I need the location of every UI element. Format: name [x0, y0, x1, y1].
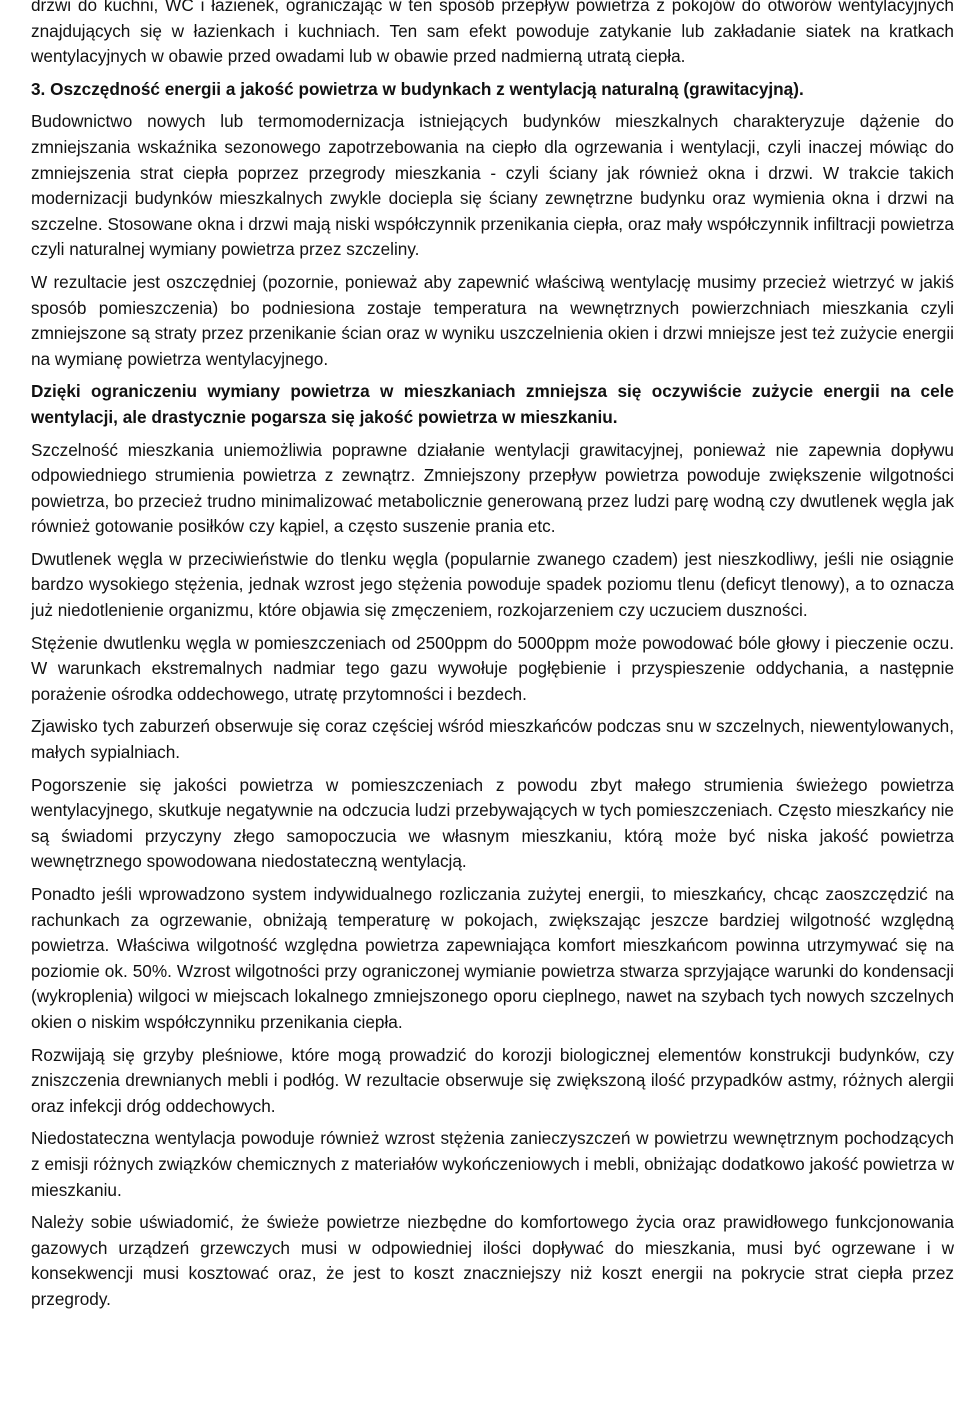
paragraph-4: Szczelność mieszkania uniemożliwia poprawne działanie wentylacji grawitacyjnej, ponieważ nie zapewnia dopływu odpowiedniego strumienia powietrza z zewnątrz. Zmniejszony przepływ powietrza powoduje zwiększenie wilgotności powietrza, bo przecież trudno minimalizować metabolicznie generowaną przez ludzi parę wodną czy dwutlenek węgla jak również gotowanie posiłków czy kąpiel, a często suszenie prania etc. — [31, 439, 954, 537]
paragraph-8: Pogorszenie się jakości powietrza w pomieszczeniach z powodu zbyt małego strumienia świeżego powietrza wentylacyjnego, skutkuje negatywnie na odczucia ludzi przebywających w tych pomieszczeniach. Często mieszkańcy nie są świadomi przyczyny złego samopoczucia we własnym mieszkaniu, którą może być niska jakość powietrza wewnętrznego spowodowana niedostateczną wentylacją. — [31, 774, 954, 872]
paragraph-7: Zjawisko tych zaburzeń obserwuje się coraz częściej wśród mieszkańców podczas snu w szczelnych, niewentylowanych, małych sypialniach. — [31, 716, 954, 763]
paragraph-10: Rozwijają się grzyby pleśniowe, które mogą prowadzić do korozji biologicznej elementów konstrukcji budynków, czy zniszczenia drewnianych mebli i podłóg. W rezultacie obserwuje się zwiększoną ilość przypadków astmy, różnych alergii oraz infekcji dróg oddechowych. — [31, 1044, 954, 1116]
paragraph-3-emphasis: Dzięki ograniczeniu wymiany powietrza w mieszkaniach zmniejsza się oczywiście zużycie energii na cele wentylacji, ale drastycznie pogarsza się jakość powietrza w mieszkaniu. — [31, 381, 954, 427]
paragraph-9: Ponadto jeśli wprowadzono system indywidualnego rozliczania zużytej energii, to mieszkańcy, chcąc zaoszczędzić na rachunkach za ogrzewanie, obniżają temperaturę w pokojach, zwiększając jeszcze bardziej wilgotność względną powietrza. Właściwa wilgotność względna powietrza zapewniająca komfort mieszkańcom powinna utrzymywać się na poziomie ok. 50%. Wzrost wilgotności przy ograniczonej wymianie powietrza stwarza sprzyjające warunki do kondensacji (wykroplenia) wilgoci w miejscach lokalnego zmniejszonego oporu cieplnego, nawet na szybach tych nowych szczelnych okien o niskim współczynniku przenikania ciepła. — [31, 884, 954, 1032]
paragraph-11: Niedostateczna wentylacja powoduje również wzrost stężenia zanieczyszczeń w powietrzu wewnętrznym pochodzących z emisji różnych związków chemicznych z materiałów wykończeniowych i mebli, obniżając dodatkowo jakość powietrza w mieszkaniu. — [31, 1128, 954, 1200]
paragraph-2: W rezultacie jest oszczędniej (pozornie, ponieważ aby zapewnić właściwą wentylację musimy przecież wietrzyć w jakiś sposób pomieszczenia) bo podniesiona zostaje temperatura na wewnętrznych powierzchniach mieszkania czyli zmniejszone są straty przez przenikanie ścian oraz w wyniku uszczelnienia okien i drzwi mniejsze jest też zużycie energii na wymianę powietrza wentylacyjnego. — [31, 271, 954, 369]
paragraph-1: Budownictwo nowych lub termomodernizacja istniejących budynków mieszkalnych charakteryzuje dążenie do zmniejszania wskaźnika sezonowego zapotrzebowania na ciepło dla ogrzewania i wentylacji, czyli inaczej mówiąc do zmniejszenia strat ciepła poprzez przegrody mieszkania - czyli ściany jak również okna i drzwi. W trakcie takich modernizacji budynków mieszkalnych zwykle docieplа się ściany zewnętrzne budynku oraz wymienia okna i drzwi na szczelne. Stosowane okna i drzwi mają niski współczynnik przenikania ciepła, oraz mały współczynnik infiltracji powietrza czyli naturalnej wymiany powietrza przez szczeliny. — [31, 111, 954, 260]
intro-paragraph: drzwi do kuchni, WC i łazienek, ograniczając w ten sposób przepływ powietrza z pokojów do otworów wentylacyjnych znajdujących się w łazienkach i kuchniach. Ten sam efekt powoduje zatykanie lub zakładanie siatek na kratkach wentylacyjnych w obawie przed owadami lub w obawie przed nadmierną utratą ciepła. — [31, 0, 954, 67]
paragraph-6: Stężenie dwutlenku węgla w pomieszczeniach od 2500ppm do 5000ppm może powodować bóle głowy i pieczenie oczu. W warunkach ekstremalnych nadmiar tego gazu wywołuje pogłębienie i przyspieszenie oddychania, a następnie porażenie ośrodka oddechowego, utratę przytomności i bezdech. — [31, 632, 954, 704]
section-heading: 3. Oszczędność energii a jakość powietrza w budynkach z wentylacją naturalną (grawitacyjną). — [31, 78, 804, 99]
paragraph-12: Należy sobie uświadomić, że świeże powietrze niezbędne do komfortowego życia oraz prawidłowego funkcjonowania gazowych urządzeń grzewczych musi w odpowiedniej ilości dopływać do mieszkania, musi być ogrzewane i w konsekwencji musi kosztować oraz, że jest to koszt znaczniejszy niż koszt energii na pokrycie strat ciepła przez przegrody. — [31, 1212, 954, 1309]
paragraph-5: Dwutlenek węgla w przeciwieństwie do tlenku węgla (popularnie zwanego czadem) jest nieszkodliwy, jeśli nie osiągnie bardzo wysokiego stężenia, jednak wzrost jego stężenia powoduje spadek poziomu tlenu (deficyt tlenowy), a to oznacza już niedotlenienie organizmu, które objawia się zmęczeniem, rozkojarzeniem czy uczuciem duszności. — [31, 548, 954, 621]
